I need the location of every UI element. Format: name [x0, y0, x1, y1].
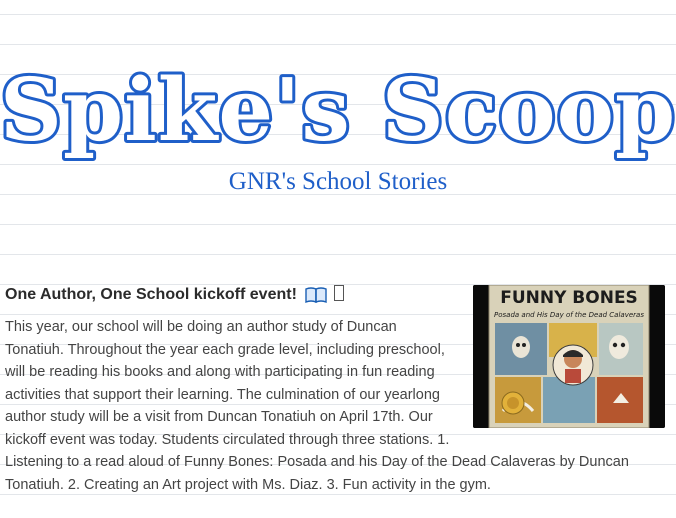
banner-subtitle: GNR's School Stories [228, 168, 448, 195]
article-body [5, 316, 670, 496]
missing-glyph-icon [334, 285, 344, 301]
newsletter-banner [0, 0, 676, 215]
article-title[interactable] [5, 284, 344, 310]
banner-title [0, 0, 676, 170]
book-title: FUNNY BONES [500, 288, 638, 308]
book-subtitle: Posada and His Day of the Dead Calaveras [494, 311, 644, 319]
article-title-text[interactable]: One Author, One School kickoff event! [5, 286, 297, 303]
open-book-icon [305, 287, 327, 310]
banner-title-text: Spike's Scoop [0, 60, 676, 161]
article-body-text: This year, our school will be doing an author study of Duncan Tonatiuh. Throughout the year each grade level, including preschool, will be reading his books and along with participating in fun reading activities that support their learning. The culmination of our yearlong author study will be a visit from Duncan Tonatiuh on April 17th. Our kickoff event was today. Students circulated through three stations. 1. Listening to a read aloud of Funny Bones: Posada and his Day of the Dead Calaveras by Duncan Tonatiuh. 2. Creating an Art project with Ms. Diaz. 3. Fun activity in the gym. [5, 319, 629, 493]
